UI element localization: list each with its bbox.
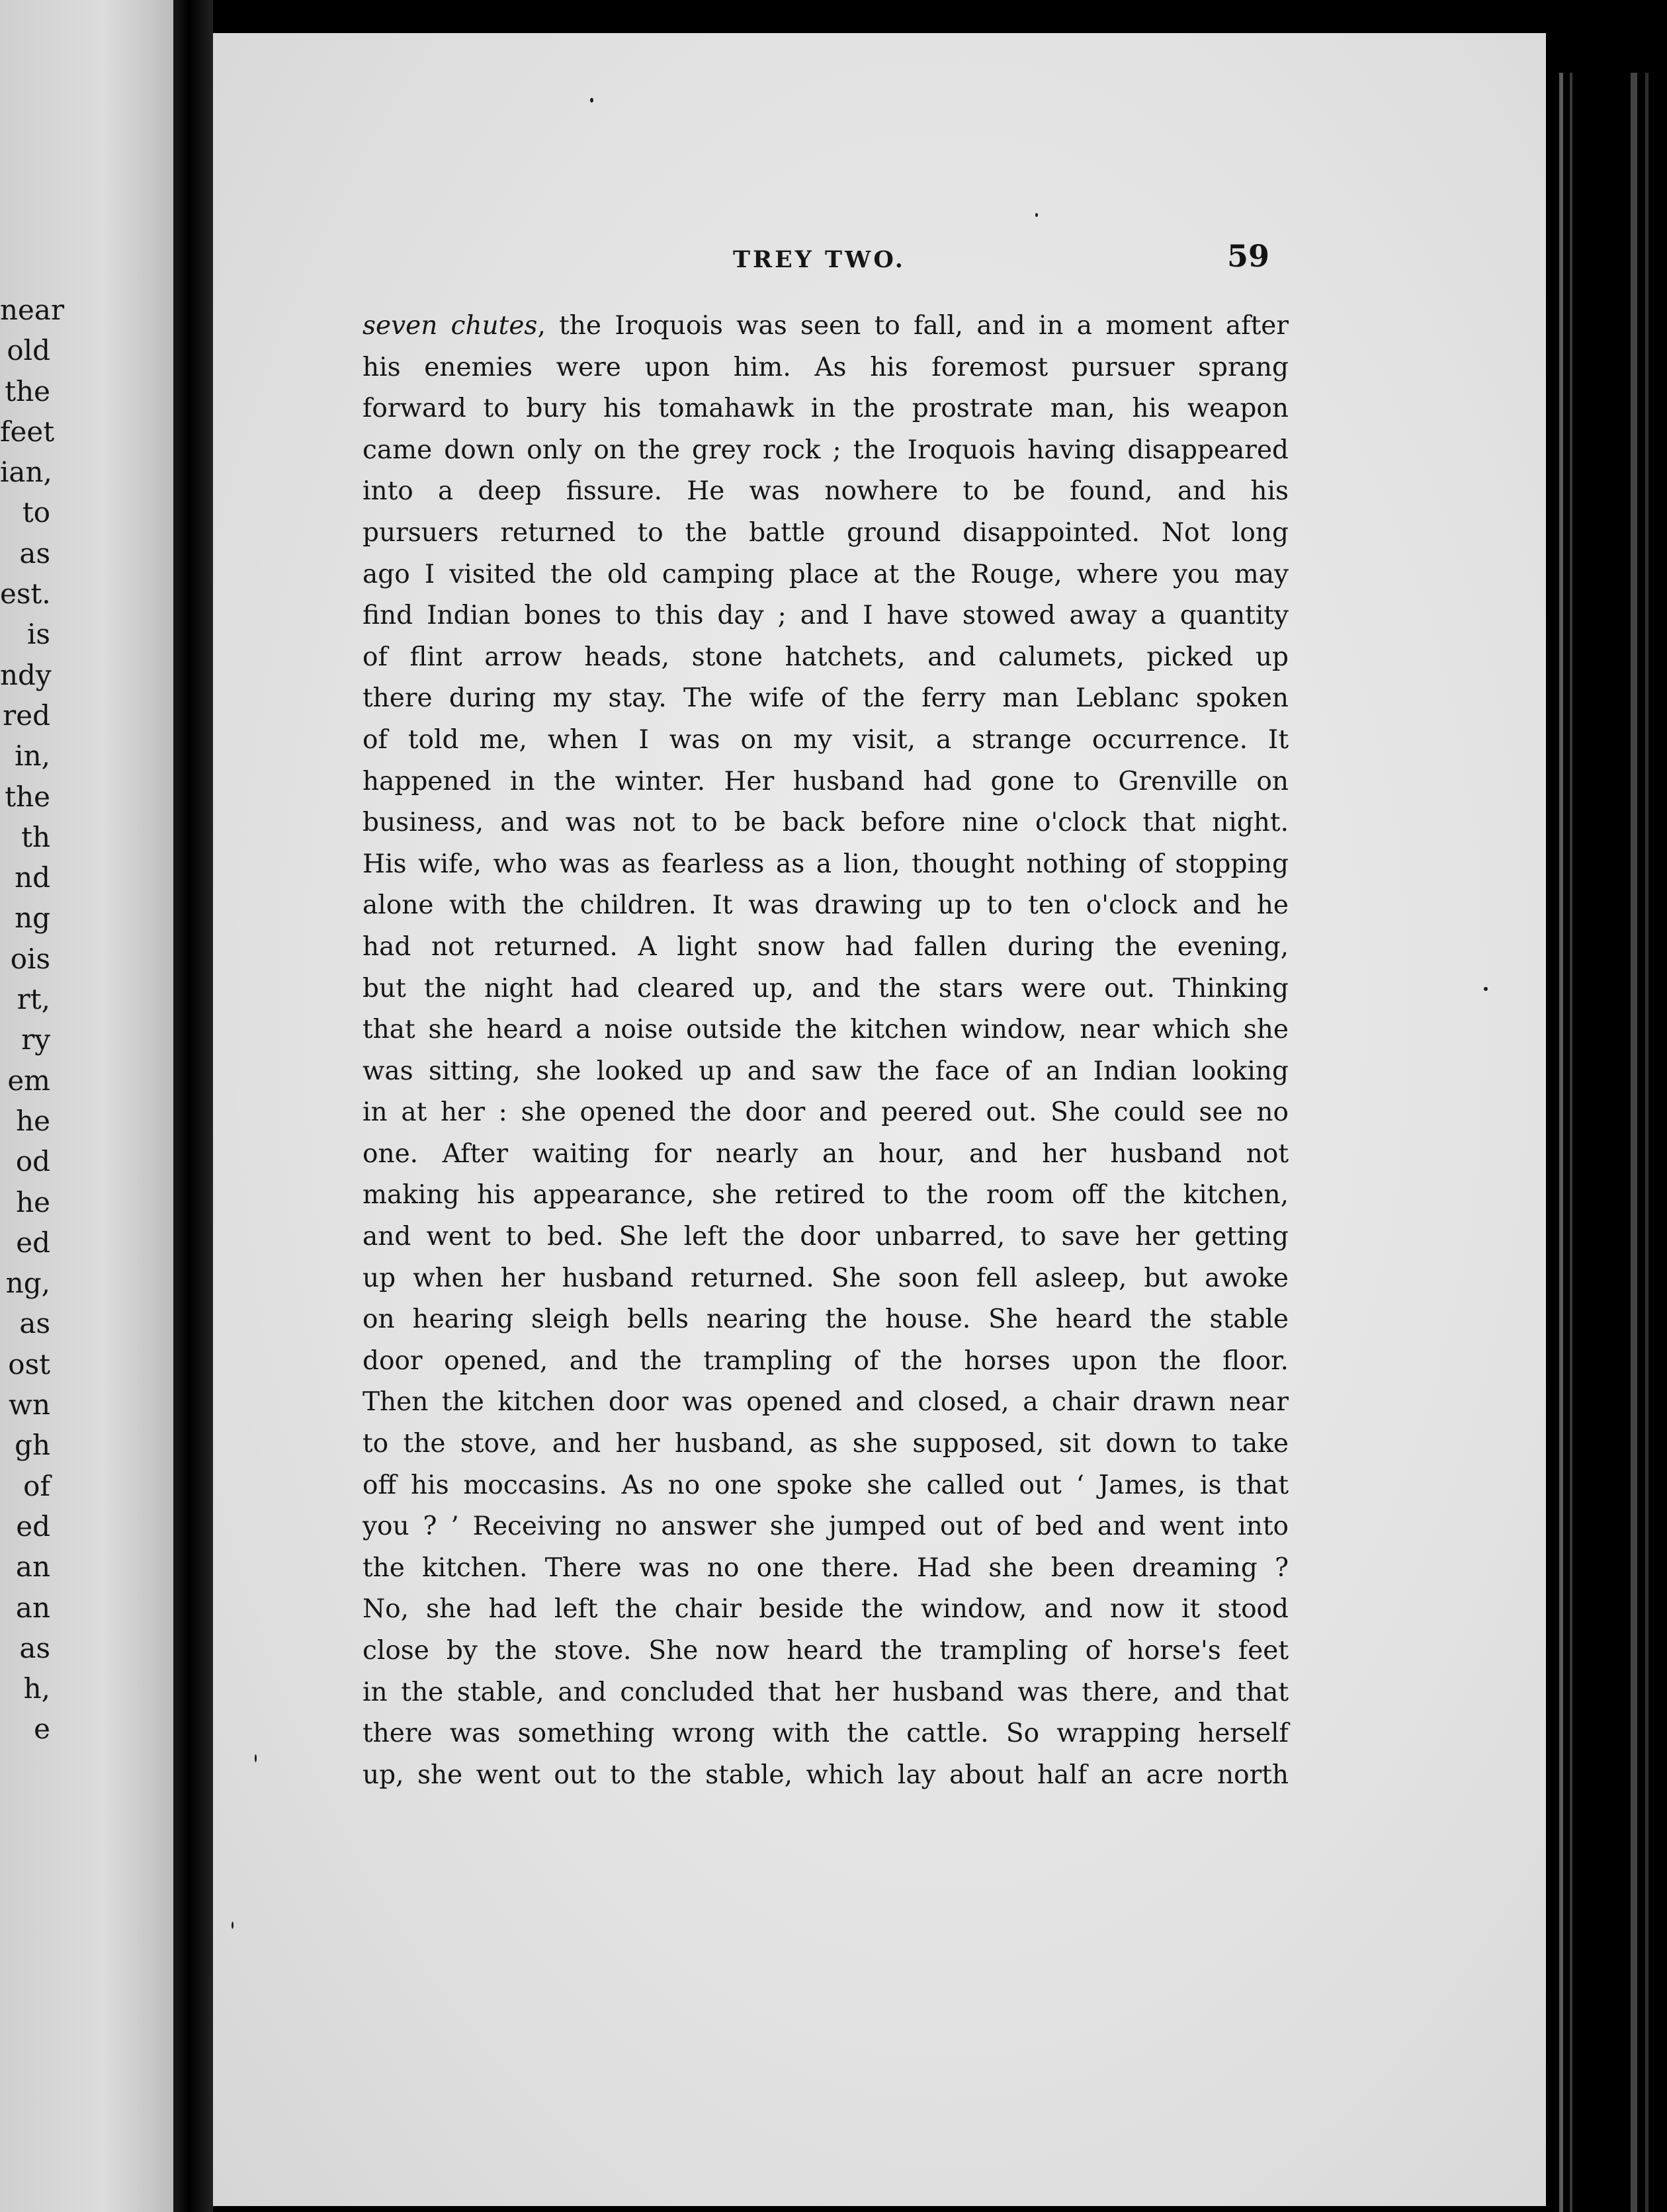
text-line: the kitchen. There was no one there. Had she been dreaming ? bbox=[363, 1553, 1289, 1583]
text-line: off his moccasins. As no one spoke she called out ‘ James, is that bbox=[363, 1470, 1289, 1500]
text-line: in the stable, and concluded that her husband was there, and that bbox=[363, 1677, 1289, 1707]
text-line: No, she had left the chair beside the window, and now it stood bbox=[363, 1594, 1289, 1625]
scan-speck bbox=[255, 1754, 257, 1762]
text-line: business, and was not to be back before nine o'clock that night. bbox=[363, 808, 1289, 838]
text-line: of told me, when I was on my visit, a strange occurrence. It bbox=[363, 724, 1289, 755]
facing-page-fragment: ian, bbox=[0, 456, 52, 489]
text-line: of flint arrow heads, stone hatchets, and calumets, picked up bbox=[363, 642, 1289, 672]
page-edge-line bbox=[1570, 73, 1572, 2212]
text-line: his enemies were upon him. As his foremost pursuer sprang bbox=[363, 352, 1289, 382]
scan-speck bbox=[1035, 213, 1038, 217]
facing-page-fragment: in, bbox=[15, 740, 50, 773]
facing-page-fragment: old bbox=[7, 334, 50, 367]
page-edge-line bbox=[1631, 73, 1637, 2212]
facing-page-fragment: h, bbox=[23, 1672, 50, 1705]
facing-page-left bbox=[0, 0, 173, 2212]
italic-phrase: seven chutes bbox=[363, 311, 538, 341]
facing-page-fragment: th bbox=[21, 820, 50, 853]
facing-page-fragment: ng bbox=[15, 902, 50, 935]
text-line: pursuers returned to the battle ground disappointed. Not long bbox=[363, 517, 1289, 548]
facing-page-fragment: as bbox=[19, 1307, 50, 1340]
text-line: was sitting, she looked up and saw the face of an Indian looking bbox=[363, 1056, 1289, 1086]
facing-page-fragment: an bbox=[15, 1591, 50, 1624]
text-line: ago I visited the old camping place at the Rouge, where you may bbox=[363, 559, 1289, 589]
facing-page-fragment: ed bbox=[16, 1510, 50, 1543]
page-edge-line bbox=[1559, 73, 1563, 2212]
running-head: TREY TWO. bbox=[733, 246, 906, 273]
text-line: you ? ’ Receiving no answer she jumped out of bed and went into bbox=[363, 1511, 1289, 1542]
text-line: happened in the winter. Her husband had gone to Grenville on bbox=[363, 766, 1289, 796]
facing-page-fragment: e bbox=[34, 1713, 50, 1746]
facing-page-fragment: as bbox=[19, 1631, 50, 1664]
facing-page-fragment: wn bbox=[9, 1388, 50, 1422]
text-line: find Indian bones to this day ; and I have stowed away a quantity bbox=[363, 601, 1289, 631]
text-line: making his appearance, she retired to the room off the kitchen, bbox=[363, 1180, 1289, 1211]
facing-page-fragment: ed bbox=[16, 1226, 50, 1259]
text-line: up, she went out to the stable, which lay about half an acre north bbox=[363, 1760, 1289, 1790]
facing-page-fragment: of bbox=[23, 1469, 50, 1502]
facing-page-fragment: od bbox=[15, 1145, 50, 1178]
text-line: into a deep fissure. He was nowhere to be found, and his bbox=[363, 476, 1289, 507]
text-line: on hearing sleigh bells nearing the house. She heard the stable bbox=[363, 1304, 1289, 1335]
page-body-text bbox=[363, 306, 1289, 1796]
text-line: alone with the children. It was drawing up to ten o'clock and he bbox=[363, 890, 1289, 921]
scan-speck bbox=[232, 1922, 234, 1929]
book-gutter bbox=[173, 0, 213, 2212]
text-line: but the night had cleared up, and the stars were out. Thinking bbox=[363, 973, 1289, 1003]
text-line: one. After waiting for nearly an hour, and her husband not bbox=[363, 1138, 1289, 1169]
facing-page-fragment: ois bbox=[10, 942, 50, 975]
text-line: close by the stove. She now heard the trampling of horse's feet bbox=[363, 1636, 1289, 1666]
facing-page-fragment: is bbox=[27, 618, 50, 651]
facing-page-fragment: feet bbox=[0, 415, 55, 448]
scan-speck bbox=[1484, 987, 1488, 991]
facing-page-fragment: rt, bbox=[17, 983, 50, 1016]
facing-page-fragment: red bbox=[3, 699, 50, 732]
facing-page-fragment: ndy bbox=[0, 658, 52, 691]
text-line: seven chutes, the Iroquois was seen to fall, and in a moment after bbox=[363, 311, 1289, 341]
facing-page-fragment: to bbox=[22, 496, 50, 529]
page-edge-right bbox=[1546, 33, 1667, 2212]
facing-page-fragment: the bbox=[5, 780, 50, 813]
facing-page-fragment: ost bbox=[8, 1347, 50, 1381]
text-line: door opened, and the trampling of the horses upon the floor. bbox=[363, 1345, 1289, 1376]
text-line: in at her : she opened the door and peered out. She could see no bbox=[363, 1097, 1289, 1128]
scan-speck bbox=[590, 98, 593, 103]
facing-page-fragment: near bbox=[0, 294, 65, 326]
facing-page-fragment: as bbox=[19, 536, 50, 570]
facing-page-fragment: em bbox=[7, 1064, 50, 1097]
page-number: 59 bbox=[1227, 238, 1270, 274]
page-edge-line bbox=[1645, 73, 1648, 2212]
facing-page-text-fragments bbox=[0, 290, 173, 1750]
text-line: Then the kitchen door was opened and closed, a chair drawn near bbox=[363, 1387, 1289, 1418]
text-line: there was something wrong with the cattle. So wrapping herself bbox=[363, 1719, 1289, 1749]
facing-page-fragment: ry bbox=[21, 1023, 50, 1056]
text-line: and went to bed. She left the door unbarred, to save her getting bbox=[363, 1222, 1289, 1252]
text-line: that she heard a noise outside the kitchen window, near which she bbox=[363, 1015, 1289, 1045]
facing-page-fragment: gh bbox=[15, 1429, 50, 1462]
text-line: up when her husband returned. She soon fell asleep, but awoke bbox=[363, 1263, 1289, 1293]
facing-page-fragment: est. bbox=[0, 577, 51, 611]
facing-page-fragment: he bbox=[16, 1185, 50, 1218]
facing-page-fragment: an bbox=[15, 1551, 50, 1584]
text-line: His wife, who was as fearless as a lion, thought nothing of stopping bbox=[363, 849, 1289, 879]
facing-page-fragment: the bbox=[5, 374, 50, 407]
text-line: forward to bury his tomahawk in the prostrate man, his weapon bbox=[363, 394, 1289, 424]
facing-page-fragment: nd bbox=[15, 861, 50, 894]
facing-page-fragment: ng, bbox=[5, 1267, 50, 1300]
text-line: to the stove, and her husband, as she supposed, sit down to take bbox=[363, 1429, 1289, 1459]
text-line: came down only on the grey rock ; the Iroquois having disappeared bbox=[363, 435, 1289, 465]
text-line: there during my stay. The wife of the ferry man Leblanc spoken bbox=[363, 683, 1289, 714]
text-line: had not returned. A light snow had fallen during the evening, bbox=[363, 931, 1289, 962]
facing-page-fragment: he bbox=[16, 1104, 50, 1137]
